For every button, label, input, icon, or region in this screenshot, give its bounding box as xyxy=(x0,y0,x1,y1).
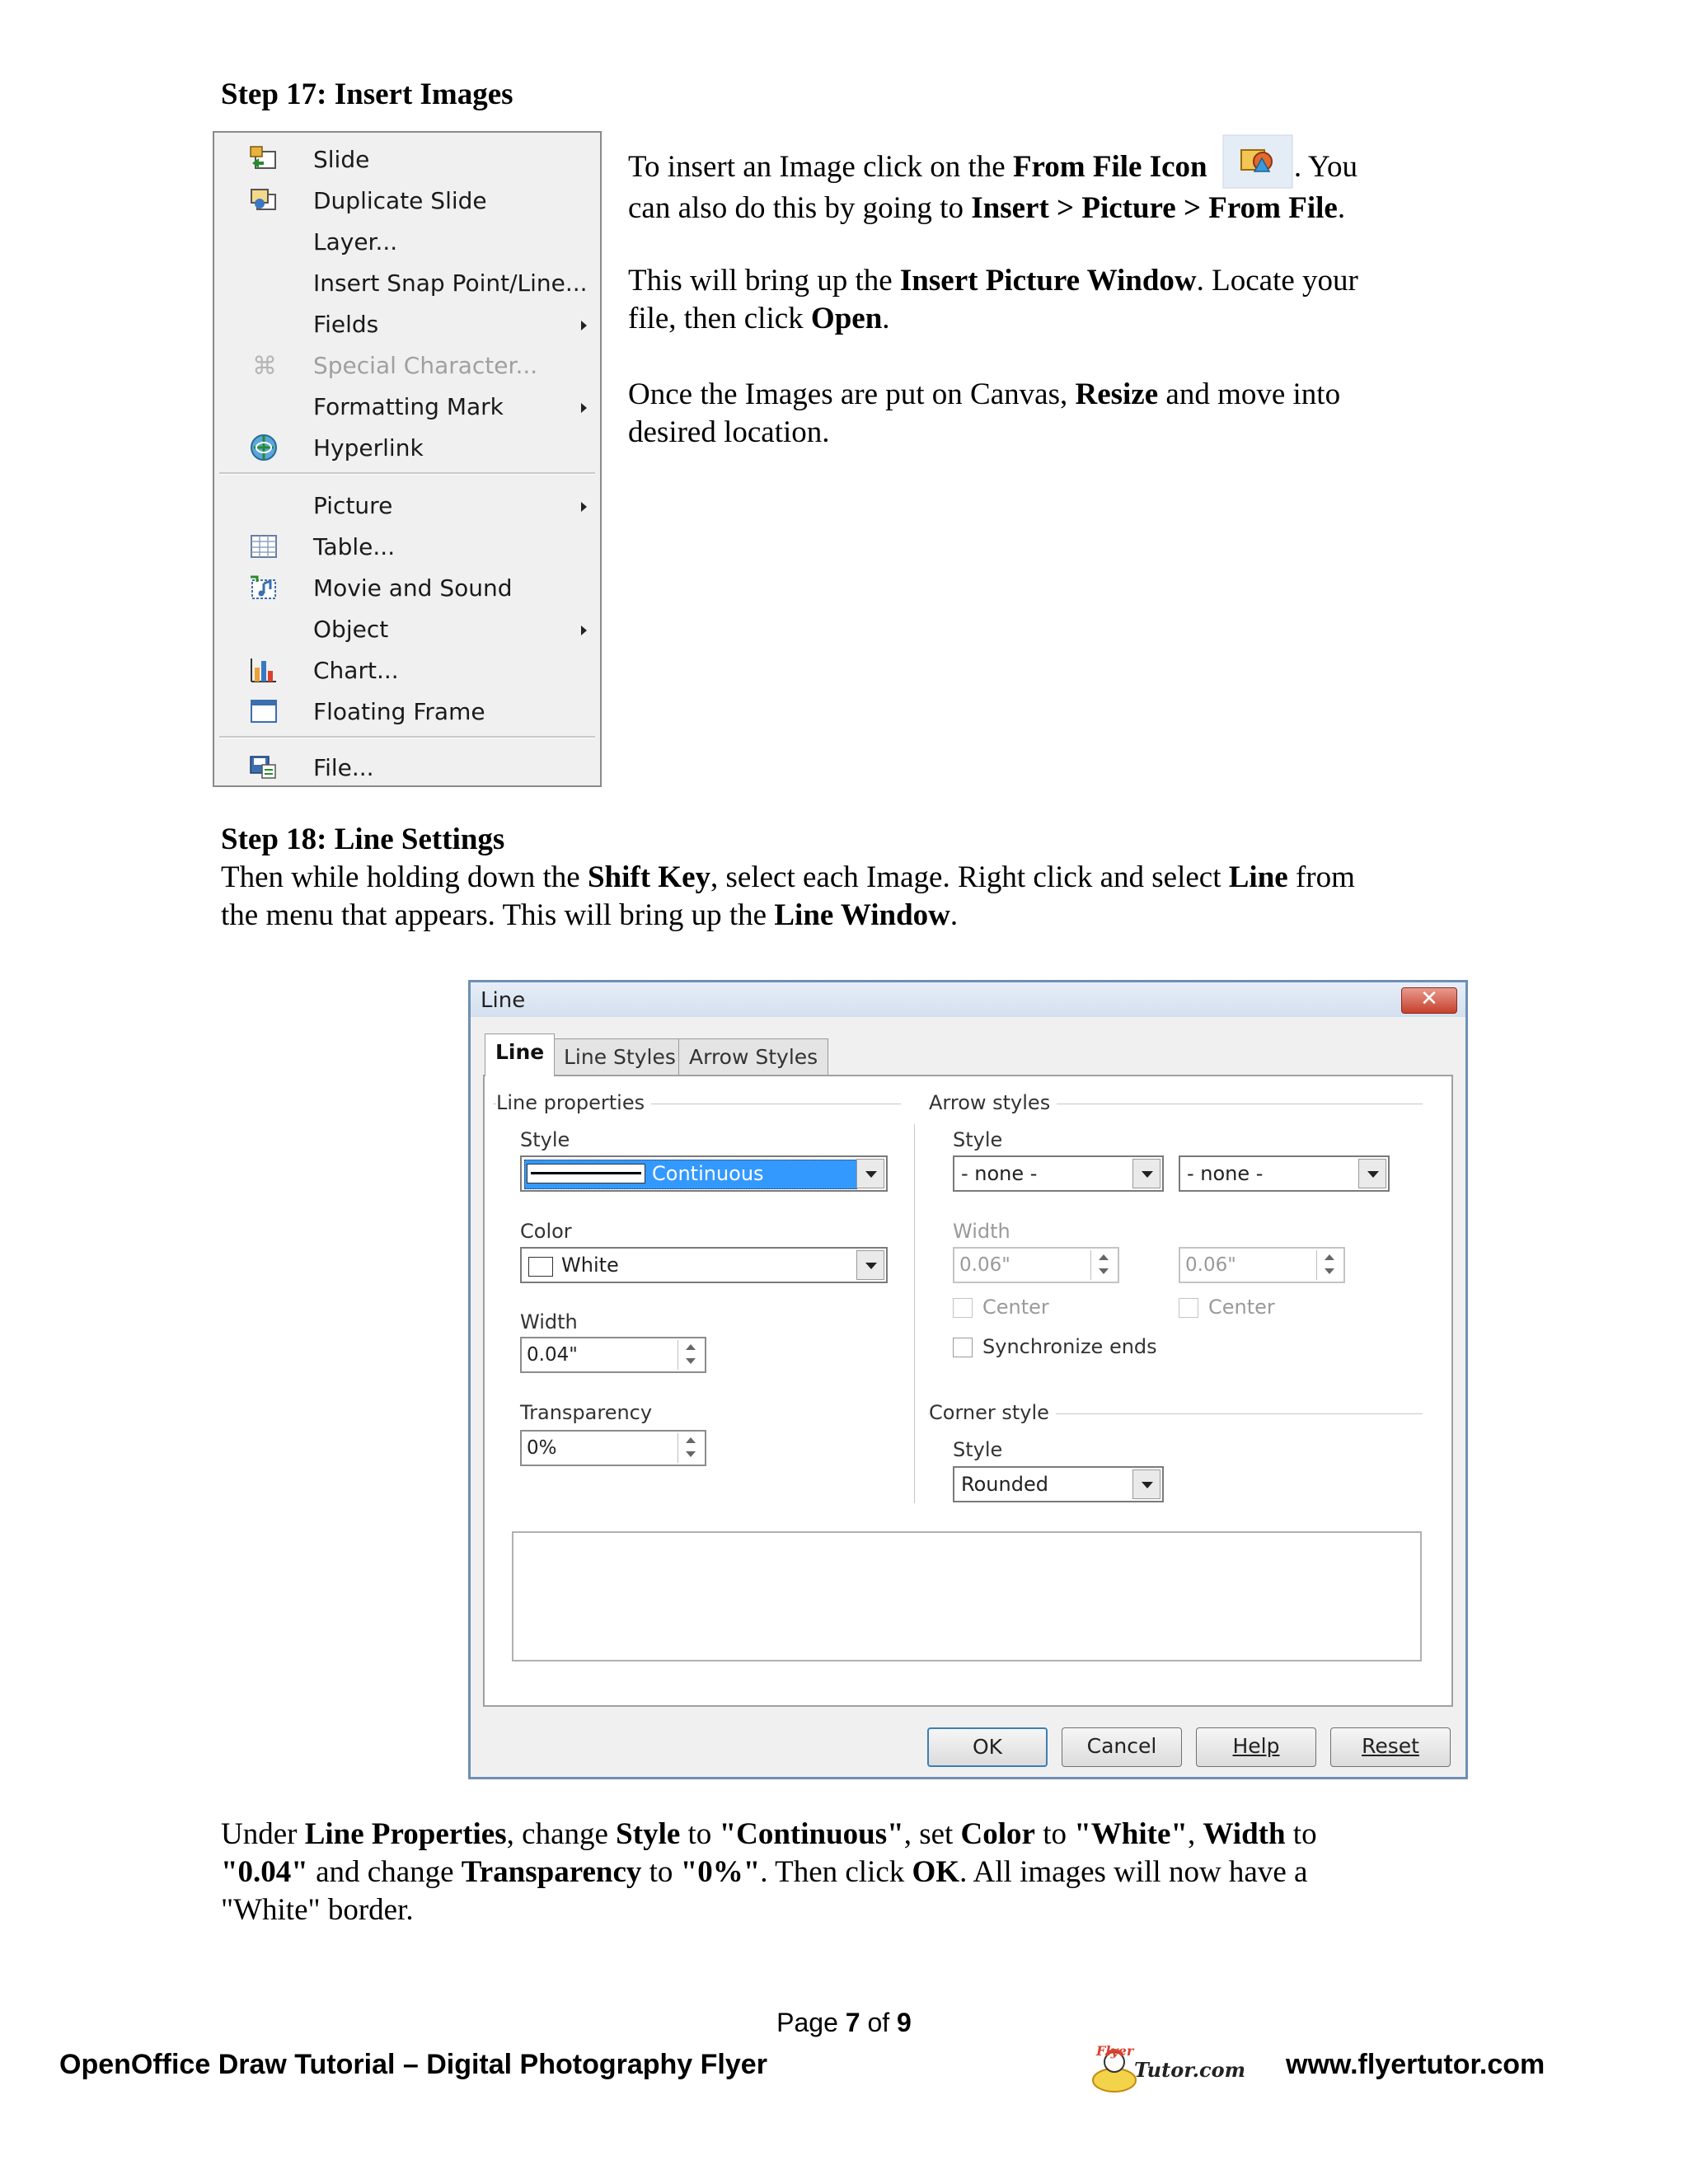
menu-item-picture[interactable] xyxy=(214,485,600,525)
text-bold: "White" xyxy=(1074,1817,1188,1851)
movie-sound-icon xyxy=(249,574,279,602)
line-properties-label: Line properties xyxy=(496,1091,651,1114)
file-icon xyxy=(249,753,279,781)
menu-item-label: Hyperlink xyxy=(313,434,424,462)
column-divider xyxy=(914,1124,915,1503)
text: . You xyxy=(1293,150,1358,184)
from-file-icon xyxy=(1221,134,1294,190)
website-link[interactable]: www.flyertutor.com xyxy=(1286,2049,1545,2080)
menu-item-label: Insert Snap Point/Line... xyxy=(313,269,588,297)
arrow-end-value: - none - xyxy=(1187,1162,1264,1185)
menu-item-label: File... xyxy=(313,754,374,781)
text-bold: Style xyxy=(616,1817,681,1851)
menu-item-label: Duplicate Slide xyxy=(313,187,487,214)
menu-item-fields[interactable] xyxy=(214,304,600,344)
corner-style-field-label: Style xyxy=(953,1438,1003,1461)
arrow-width-label: Width xyxy=(953,1220,1010,1243)
menu-item-layer[interactable] xyxy=(214,222,600,261)
menu-separator xyxy=(219,472,595,475)
dropdown-button[interactable] xyxy=(856,1159,884,1188)
submenu-arrow-icon xyxy=(581,502,587,512)
menu-item-label: Object xyxy=(313,616,389,643)
spin-down-icon xyxy=(1325,1268,1334,1274)
text: . Locate your xyxy=(1196,264,1358,298)
outro-paragraph xyxy=(221,1816,1474,1929)
transparency-value: 0% xyxy=(527,1437,557,1459)
text: from xyxy=(1287,860,1355,894)
text: . Then click xyxy=(760,1855,912,1889)
center-end-checkbox[interactable] xyxy=(1179,1298,1198,1318)
synchronize-ends-label: Synchronize ends xyxy=(982,1335,1157,1358)
text: to xyxy=(641,1855,681,1889)
menu-item-label: Picture xyxy=(313,492,393,519)
spin-up-icon xyxy=(686,1344,696,1350)
reset-button[interactable]: Reset xyxy=(1330,1727,1451,1767)
document-title: OpenOffice Draw Tutorial – Digital Photography Flyer xyxy=(59,2049,767,2080)
text-bold: Resize xyxy=(1075,377,1159,411)
text-bold: Open xyxy=(810,302,883,335)
duplicate-slide-icon xyxy=(249,186,279,214)
close-icon: ✕ xyxy=(1420,987,1438,1011)
dropdown-button[interactable] xyxy=(1358,1159,1386,1188)
spin-up-icon xyxy=(686,1437,696,1443)
step18-heading: Step 18: Line Settings xyxy=(221,823,505,856)
arrow-end-width-spinner[interactable] xyxy=(1179,1247,1345,1283)
menu-item-label: Fields xyxy=(313,311,379,338)
menu-item-special-character[interactable] xyxy=(214,345,600,385)
spin-down-icon xyxy=(1099,1268,1109,1274)
text-bold: Width xyxy=(1203,1817,1286,1851)
center-start-label: Center xyxy=(982,1296,1049,1319)
text-bold: From File Icon xyxy=(1012,150,1207,184)
corner-style-label: Corner style xyxy=(929,1401,1056,1424)
menu-item-label: Special Character... xyxy=(313,352,538,379)
step18-paragraph xyxy=(221,859,1474,935)
color-label: Color xyxy=(520,1220,572,1243)
text: Once the Images are put on Canvas, xyxy=(628,377,1076,411)
menu-item-slide[interactable] xyxy=(214,139,600,179)
text: can also do this by going to xyxy=(628,190,972,225)
chart-icon xyxy=(249,656,279,684)
text: , xyxy=(1187,1817,1203,1851)
spin-buttons[interactable] xyxy=(678,1340,703,1370)
tab-panel xyxy=(483,1075,1453,1707)
arrow-start-width-value: 0.06" xyxy=(959,1254,1010,1276)
text-bold: Color xyxy=(960,1817,1035,1851)
style-label: Style xyxy=(520,1128,570,1151)
text-bold: Line Properties xyxy=(304,1817,507,1851)
chevron-down-icon xyxy=(865,1171,877,1178)
text: "White" border. xyxy=(221,1893,414,1927)
special-character-icon xyxy=(249,351,279,379)
menu-separator xyxy=(219,736,595,738)
menu-item-label: Floating Frame xyxy=(313,698,485,725)
text-bold: "0%" xyxy=(680,1855,761,1889)
arrow-start-width-spinner[interactable] xyxy=(953,1247,1119,1283)
menu-item-label: Formatting Mark xyxy=(313,393,504,420)
center-end-label: Center xyxy=(1208,1296,1275,1319)
text: desired location. xyxy=(628,415,830,449)
text-bold: OK xyxy=(912,1855,960,1889)
page-number xyxy=(0,2008,1688,2038)
text-bold: Shift Key xyxy=(587,860,710,894)
svg-text:⌘: ⌘ xyxy=(252,352,277,379)
color-select[interactable] xyxy=(520,1247,888,1283)
text-bold: Insert Picture Window xyxy=(899,264,1197,298)
line-style-value: Continuous xyxy=(652,1162,764,1185)
menu-item-formatting-mark[interactable] xyxy=(214,387,600,426)
help-button[interactable]: Help xyxy=(1196,1727,1316,1767)
menu-item-label: Chart... xyxy=(313,657,399,684)
arrow-start-select[interactable] xyxy=(953,1155,1164,1192)
text: and move into xyxy=(1158,377,1341,411)
dialog-titlebar[interactable] xyxy=(471,982,1465,1017)
arrow-styles-label: Arrow styles xyxy=(929,1091,1057,1114)
slide-icon xyxy=(249,145,279,173)
center-start-checkbox[interactable] xyxy=(953,1298,973,1318)
current-page: 7 xyxy=(845,2008,860,2037)
insert-menu xyxy=(213,131,602,787)
step17-heading: Step 17: Insert Images xyxy=(221,77,513,111)
text: to xyxy=(680,1817,720,1851)
spin-up-icon xyxy=(1325,1254,1334,1260)
submenu-arrow-icon xyxy=(581,403,587,413)
menu-item-movie-sound[interactable] xyxy=(214,568,600,607)
corner-style-value: Rounded xyxy=(961,1473,1048,1496)
menu-item-object[interactable] xyxy=(214,609,600,649)
synchronize-ends-checkbox[interactable] xyxy=(953,1338,973,1357)
menu-item-duplicate-slide[interactable] xyxy=(214,180,600,220)
svg-text:Flyer: Flyer xyxy=(1096,2044,1134,2059)
text: file, then click xyxy=(628,302,811,335)
text-bold: Transparency xyxy=(461,1855,642,1889)
line-preview-area xyxy=(512,1531,1422,1661)
svg-text:Tutor.com: Tutor.com xyxy=(1134,2058,1246,2082)
width-label: Width xyxy=(520,1310,578,1333)
text: and change xyxy=(307,1855,462,1889)
step17-paragraph-2 xyxy=(628,262,1469,338)
flyertutor-logo-icon xyxy=(1090,2044,1263,2095)
line-dialog xyxy=(468,980,1468,1779)
chevron-down-icon xyxy=(865,1263,877,1269)
color-swatch xyxy=(528,1257,553,1277)
text: Under xyxy=(221,1817,305,1851)
spin-buttons[interactable] xyxy=(1090,1250,1116,1280)
hyperlink-icon xyxy=(249,434,279,462)
menu-item-file[interactable] xyxy=(214,748,600,787)
width-value: 0.04" xyxy=(527,1344,578,1366)
total-pages: 9 xyxy=(897,2008,912,2037)
color-value: White xyxy=(561,1254,619,1277)
dialog-title: Line xyxy=(481,988,526,1013)
spin-down-icon xyxy=(686,1358,696,1364)
arrow-style-label: Style xyxy=(953,1128,1003,1151)
tab-line[interactable]: Line xyxy=(485,1033,555,1076)
text: To insert an Image click on the xyxy=(628,150,1013,184)
text: . xyxy=(882,302,890,335)
menu-item-label: Layer... xyxy=(313,228,398,255)
text: This will bring up the xyxy=(628,264,900,298)
arrow-start-value: - none - xyxy=(961,1162,1038,1185)
submenu-arrow-icon xyxy=(581,321,587,330)
spin-buttons[interactable] xyxy=(1316,1250,1342,1280)
text: to xyxy=(1285,1817,1317,1851)
table-icon xyxy=(249,532,279,560)
chevron-down-icon xyxy=(1142,1482,1153,1488)
menu-item-chart[interactable] xyxy=(214,650,600,690)
dropdown-button[interactable] xyxy=(1132,1469,1160,1499)
transparency-label: Transparency xyxy=(520,1401,653,1424)
step17-paragraph-3 xyxy=(628,376,1469,452)
text: Page xyxy=(776,2008,846,2037)
line-style-select[interactable] xyxy=(520,1155,888,1192)
line-preview-swatch xyxy=(527,1164,645,1183)
flyertutor-logo xyxy=(1090,2044,1263,2095)
step17-paragraph-1 xyxy=(628,148,1469,227)
text-bold: Line xyxy=(1228,860,1288,894)
tab-arrow-styles[interactable]: Arrow Styles xyxy=(678,1038,828,1075)
close-button[interactable] xyxy=(1401,987,1457,1014)
chevron-down-icon xyxy=(1367,1171,1379,1178)
ok-button[interactable]: OK xyxy=(927,1727,1048,1767)
dropdown-button[interactable] xyxy=(1132,1159,1160,1188)
text: , select each Image. Right click and select xyxy=(710,860,1229,894)
transparency-spinner[interactable] xyxy=(520,1430,706,1466)
menu-item-table[interactable] xyxy=(214,527,600,566)
arrow-end-select[interactable] xyxy=(1179,1155,1390,1192)
menu-item-label: Table... xyxy=(313,533,396,560)
text: of xyxy=(860,2008,898,2037)
menu-item-floating-frame[interactable] xyxy=(214,691,600,731)
menu-item-hyperlink[interactable] xyxy=(214,428,600,467)
submenu-arrow-icon xyxy=(581,626,587,635)
menu-item-label: Slide xyxy=(313,146,370,173)
menu-item-label: Movie and Sound xyxy=(313,574,513,602)
width-spinner[interactable] xyxy=(520,1337,706,1373)
text: the menu that appears. This will bring up the xyxy=(221,898,775,932)
cancel-button[interactable]: Cancel xyxy=(1062,1727,1182,1767)
text: . All images will now have a xyxy=(959,1855,1308,1889)
text-bold: Line Window xyxy=(774,898,950,932)
spin-down-icon xyxy=(686,1451,696,1457)
text: . xyxy=(1337,190,1346,225)
menu-item-snap-point[interactable] xyxy=(214,263,600,302)
text: , change xyxy=(506,1817,617,1851)
arrow-end-width-value: 0.06" xyxy=(1185,1254,1236,1276)
tab-line-styles[interactable]: Line Styles xyxy=(553,1038,687,1075)
text: . xyxy=(950,898,959,932)
spin-buttons[interactable] xyxy=(678,1433,703,1463)
text: , set xyxy=(903,1817,961,1851)
text-bold: "0.04" xyxy=(221,1855,308,1889)
chevron-down-icon xyxy=(1142,1171,1153,1178)
spin-up-icon xyxy=(1099,1254,1109,1260)
corner-style-select[interactable] xyxy=(953,1466,1164,1502)
dropdown-button[interactable] xyxy=(856,1250,884,1280)
floating-frame-icon xyxy=(249,697,279,725)
text-bold: Insert > Picture > From File xyxy=(971,190,1338,225)
text: to xyxy=(1034,1817,1075,1851)
text: Then while holding down the xyxy=(221,860,588,894)
text-bold: "Continuous" xyxy=(719,1817,904,1851)
